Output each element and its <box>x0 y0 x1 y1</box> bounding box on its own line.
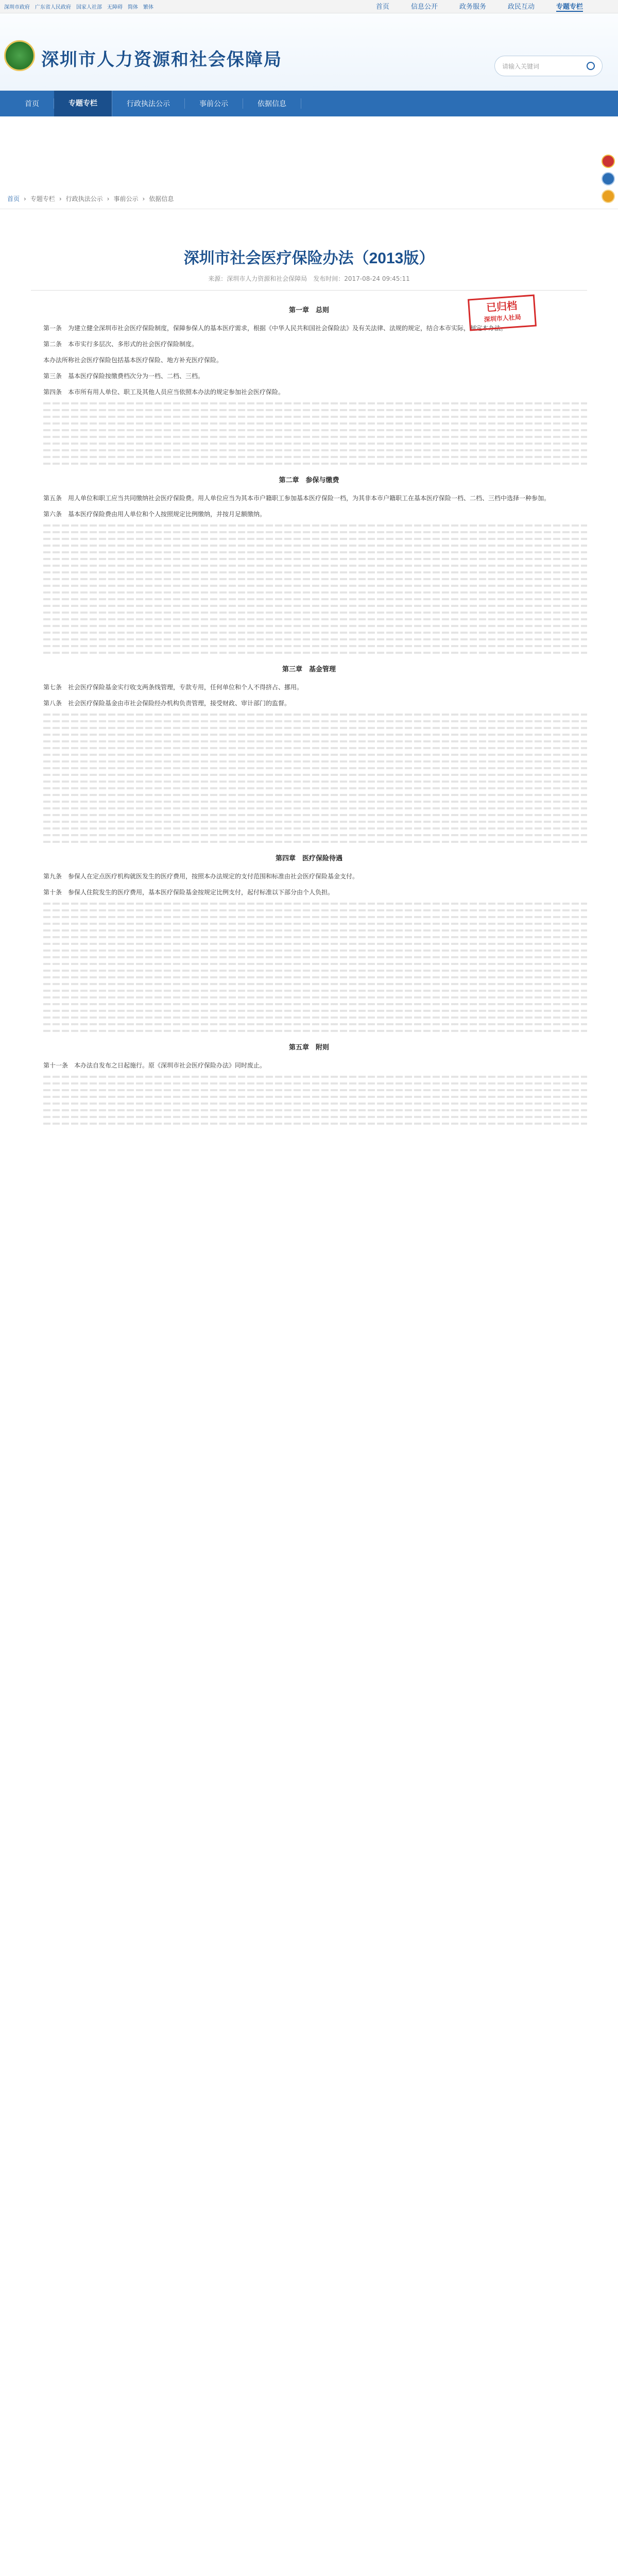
text-line-placeholder <box>43 1096 587 1098</box>
float-service-icon[interactable] <box>602 172 615 185</box>
text-line-placeholder <box>43 558 587 560</box>
nav-item-home[interactable]: 首页 <box>10 98 54 109</box>
site-header <box>0 13 618 91</box>
link-traditional[interactable]: 繁体 <box>143 5 153 10</box>
chapter-heading: 第三章 基金管理 <box>282 666 336 673</box>
text-line-placeholder <box>43 531 587 533</box>
text-line-placeholder <box>43 1089 587 1091</box>
nav-item-basis[interactable]: 依据信息 <box>243 98 301 109</box>
chapter-heading: 第四章 医疗保险待遇 <box>275 855 342 862</box>
text-line-placeholder <box>43 814 587 816</box>
utility-links <box>4 3 153 10</box>
paragraph: 第二条 本市实行多层次、多形式的社会医疗保险制度。 <box>43 341 198 348</box>
text-line-placeholder <box>43 909 587 911</box>
text-line-placeholder <box>43 585 587 587</box>
article <box>31 209 587 1125</box>
stamp-sub: 深圳市人社局 <box>484 313 522 324</box>
text-line-placeholder <box>43 956 587 958</box>
text-line-placeholder <box>43 632 587 634</box>
text-line-placeholder <box>43 463 587 465</box>
text-line-placeholder <box>43 449 587 451</box>
top-utility-bar <box>0 0 618 13</box>
text-line-placeholder <box>43 443 587 445</box>
text-line-placeholder <box>43 727 587 729</box>
text-line-placeholder <box>43 571 587 573</box>
text-line-placeholder <box>43 1023 587 1025</box>
breadcrumb-prior-notice[interactable]: 事前公示 <box>113 195 139 202</box>
text-line-placeholder <box>43 754 587 756</box>
breadcrumb-enforcement[interactable]: 行政执法公示 <box>65 195 103 202</box>
text-line-placeholder <box>43 591 587 594</box>
text-line-placeholder <box>43 538 587 540</box>
archive-stamp <box>468 295 537 331</box>
float-feedback-icon[interactable] <box>602 190 615 203</box>
search-input[interactable] <box>494 56 603 76</box>
link-accessibility[interactable]: 无障碍 <box>107 5 123 10</box>
text-line-placeholder <box>43 720 587 722</box>
search-icon[interactable] <box>587 62 595 70</box>
search-placeholder: 请输入关键词 <box>502 62 540 70</box>
paragraph: 第七条 社会医疗保险基金实行收支两条线管理，专款专用，任何单位和个人不得挤占、挪用。 <box>43 684 303 691</box>
text-line-placeholder <box>43 545 587 547</box>
text-line-placeholder <box>43 990 587 992</box>
text-line-placeholder <box>43 916 587 918</box>
text-line-placeholder <box>43 714 587 716</box>
chapter-heading: 第一章 总则 <box>288 307 329 314</box>
text-line-placeholder <box>43 929 587 931</box>
paragraph: 本办法所称社会医疗保险包括基本医疗保险、地方补充医疗保险。 <box>43 357 223 364</box>
text-line-placeholder <box>43 807 587 809</box>
article-meta: 来源：深圳市人力资源和社会保障局 发布时间：2017-08-24 09:45:11 <box>31 274 587 291</box>
top-nav <box>376 1 614 12</box>
breadcrumb-basis[interactable]: 依据信息 <box>149 195 174 202</box>
article-title: 深圳市社会医疗保险办法（2013版） <box>183 250 435 267</box>
text-line-placeholder <box>43 524 587 527</box>
float-badge-icon[interactable] <box>602 155 615 168</box>
link-shenzhen-gov[interactable]: 深圳市政府 <box>4 5 30 10</box>
text-line-placeholder <box>43 638 587 640</box>
text-line-placeholder <box>43 760 587 762</box>
breadcrumb: 首页 › 专题专栏 › 行政执法公示 › 事前公示 › 依据信息 <box>0 189 618 209</box>
text-line-placeholder <box>43 963 587 965</box>
link-mohrss[interactable]: 国家人社部 <box>76 5 102 10</box>
main-navbar <box>0 91 618 116</box>
top-nav-services[interactable]: 政务服务 <box>459 3 486 11</box>
text-line-placeholder <box>43 436 587 438</box>
text-line-placeholder <box>43 821 587 823</box>
paragraph: 第六条 基本医疗保险费由用人单位和个人按照规定比例缴纳，并按月足额缴纳。 <box>43 511 266 518</box>
chapter-heading: 第五章 附则 <box>288 1044 329 1052</box>
text-line-placeholder <box>43 551 587 553</box>
paragraph: 第四条 本市所有用人单位、职工及其他人员应当依照本办法的规定参加社会医疗保险。 <box>43 388 285 396</box>
text-line-placeholder <box>43 1016 587 1019</box>
text-line-placeholder <box>43 936 587 938</box>
text-line-placeholder <box>43 565 587 567</box>
paragraph: 第五条 用人单位和职工应当共同缴纳社会医疗保险费。用人单位应当为其本市户籍职工参加基本医疗保险一档，为其非本市户籍职工在基本医疗保险一档、二档、三档中选择一种参加。 <box>43 495 551 502</box>
top-nav-info[interactable]: 信息公开 <box>410 3 438 11</box>
text-line-placeholder <box>43 841 587 843</box>
paragraph: 第三条 基本医疗保险按缴费档次分为一档、二档、三档。 <box>43 372 204 380</box>
text-line-placeholder <box>43 970 587 972</box>
text-line-placeholder <box>43 402 587 404</box>
text-line-placeholder <box>43 976 587 978</box>
breadcrumb-home[interactable]: 首页 <box>7 195 20 202</box>
text-line-placeholder <box>43 943 587 945</box>
top-nav-interaction[interactable]: 政民互动 <box>507 3 535 11</box>
spacer-band <box>0 116 618 189</box>
text-line-placeholder <box>43 1030 587 1032</box>
text-line-placeholder <box>43 1076 587 1078</box>
text-line-placeholder <box>43 787 587 789</box>
text-line-placeholder <box>43 578 587 580</box>
text-line-placeholder <box>43 827 587 829</box>
text-line-placeholder <box>43 903 587 905</box>
paragraph: 第八条 社会医疗保险基金由市社会保险经办机构负责管理，接受财政、审计部门的监督。 <box>43 700 291 707</box>
text-line-placeholder <box>43 422 587 425</box>
text-line-placeholder <box>43 734 587 736</box>
article-body <box>31 305 587 1125</box>
text-line-placeholder <box>43 1116 587 1118</box>
text-line-placeholder <box>43 1010 587 1012</box>
text-line-placeholder <box>43 1109 587 1111</box>
nav-item-enforcement[interactable]: 行政执法公示 <box>112 98 185 109</box>
paragraph: 第九条 参保人在定点医疗机构就医发生的医疗费用，按照本办法规定的支付范围和标准由社会医疗保险基金支付。 <box>43 873 359 880</box>
text-line-placeholder <box>43 416 587 418</box>
link-guangdong-gov[interactable]: 广东省人民政府 <box>35 5 71 10</box>
text-line-placeholder <box>43 456 587 458</box>
paragraph: 第十一条 本办法自发布之日起施行。原《深圳市社会医疗保险办法》同时废止。 <box>43 1062 266 1069</box>
text-line-placeholder <box>43 801 587 803</box>
text-line-placeholder <box>43 983 587 985</box>
text-line-placeholder <box>43 645 587 647</box>
breadcrumb-topics[interactable]: 专题专栏 <box>30 195 55 202</box>
text-line-placeholder <box>43 747 587 749</box>
text-line-placeholder <box>43 996 587 998</box>
paragraph: 第十条 参保人住院发生的医疗费用，基本医疗保险基金按规定比例支付，起付标准以下部分由个人负担。 <box>43 889 334 896</box>
top-nav-home[interactable]: 首页 <box>375 3 389 11</box>
text-line-placeholder <box>43 652 587 654</box>
link-simplified[interactable]: 简体 <box>128 5 138 10</box>
text-line-placeholder <box>43 1082 587 1084</box>
site-title[interactable]: 深圳市人力资源和社会保障局 <box>41 49 282 70</box>
text-line-placeholder <box>43 740 587 742</box>
nav-item-prior-notice[interactable]: 事前公示 <box>185 98 243 109</box>
paragraph: 第一条 为建立健全深圳市社会医疗保险制度，保障参保人的基本医疗需求，根据《中华人民共和国社会保险法》及有关法律、法规的规定，结合本市实际，制定本办法。 <box>43 325 507 332</box>
text-line-placeholder <box>43 612 587 614</box>
text-line-placeholder <box>43 774 587 776</box>
top-nav-topics[interactable]: 专题专栏 <box>556 1 583 12</box>
text-line-placeholder <box>43 409 587 411</box>
text-line-placeholder <box>43 950 587 952</box>
text-line-placeholder <box>43 1103 587 1105</box>
nav-item-topics[interactable]: 专题专栏 <box>54 91 112 116</box>
text-line-placeholder <box>43 834 587 836</box>
emblem-logo[interactable] <box>4 40 35 71</box>
text-line-placeholder <box>43 618 587 620</box>
text-line-placeholder <box>43 1003 587 1005</box>
text-line-placeholder <box>43 767 587 769</box>
text-line-placeholder <box>43 625 587 627</box>
text-line-placeholder <box>43 429 587 431</box>
floating-sidebar <box>602 155 615 203</box>
text-line-placeholder <box>43 781 587 783</box>
chapter-heading: 第二章 参保与缴费 <box>279 477 339 484</box>
text-line-placeholder <box>43 794 587 796</box>
text-line-placeholder <box>43 605 587 607</box>
text-line-placeholder <box>43 923 587 925</box>
stamp-main: 已归档 <box>486 299 518 314</box>
text-line-placeholder <box>43 1123 587 1125</box>
text-line-placeholder <box>43 598 587 600</box>
